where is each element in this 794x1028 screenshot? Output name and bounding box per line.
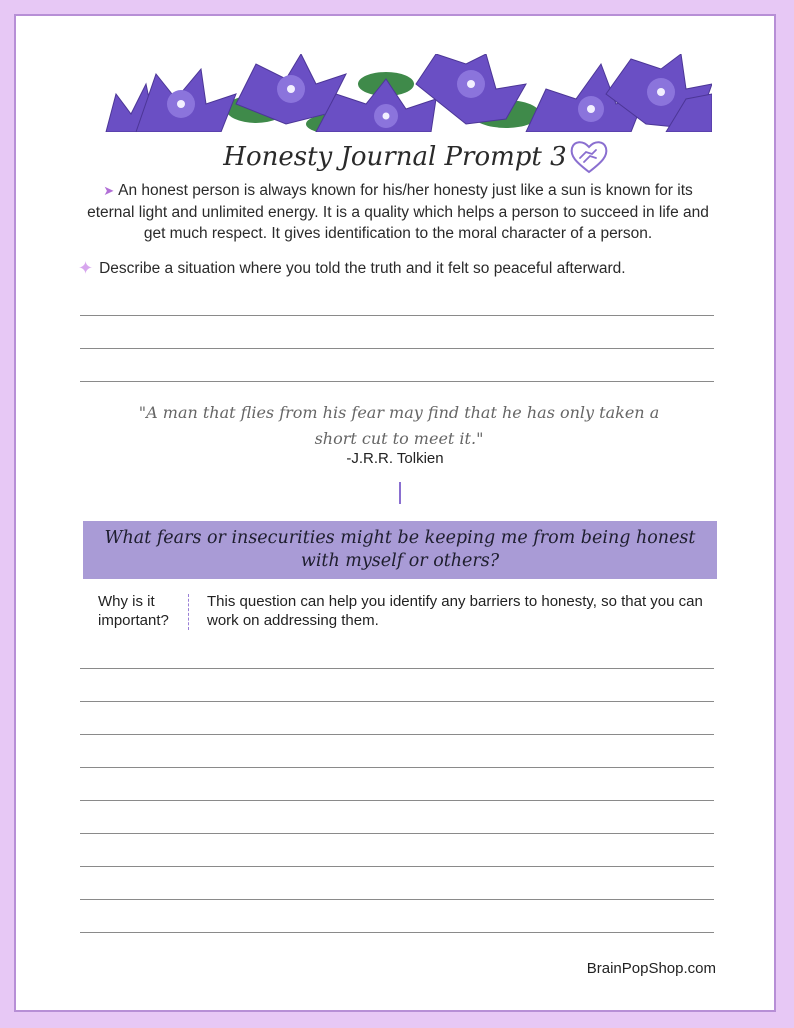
writing-line[interactable]	[80, 833, 714, 834]
writing-line[interactable]	[80, 899, 714, 900]
why-divider	[188, 594, 189, 630]
quote-author: -J.R.R. Tolkien	[346, 450, 444, 467]
prompt-text: Describe a situation where you told the truth and it felt so peaceful afterward.	[99, 260, 626, 277]
writing-line[interactable]	[80, 381, 714, 382]
why-label: Why is it important?	[98, 593, 169, 629]
intro-text: An honest person is always known for his/her honesty just like a sun is known for its eternal light and unlimited energy. It is a quality which helps a person to succeed in life and get much respect. It gives identification to the moral character of a person.	[87, 182, 709, 242]
sparkle-icon: ✦	[78, 258, 94, 278]
writing-line[interactable]	[80, 315, 714, 316]
heart-hand-icon	[568, 138, 610, 176]
journal-prompt	[78, 258, 718, 279]
writing-line[interactable]	[80, 800, 714, 801]
writing-line[interactable]	[80, 932, 714, 933]
writing-line[interactable]	[80, 734, 714, 735]
page-title: Honesty Journal Prompt 3	[223, 142, 567, 172]
flower-banner	[86, 54, 712, 132]
why-text: This question can help you identify any barriers to honesty, so that you can work on addressing them.	[207, 593, 703, 629]
arrow-bullet-icon: ➤	[103, 183, 115, 198]
writing-line[interactable]	[80, 348, 714, 349]
quote-text: "A man that flies from his fear may find that he has only taken a short cut to meet it."	[138, 403, 660, 448]
writing-line[interactable]	[80, 866, 714, 867]
footer-brand: BrainPopShop.com	[586, 960, 716, 977]
question-box	[83, 521, 717, 579]
writing-line[interactable]	[80, 701, 714, 702]
divider	[399, 482, 401, 504]
writing-line[interactable]	[80, 668, 714, 669]
journal-page	[14, 14, 776, 1012]
intro-paragraph	[80, 180, 716, 245]
question-text: What fears or insecurities might be keeping me from being honest with myself or others?	[104, 528, 696, 571]
writing-line[interactable]	[80, 767, 714, 768]
